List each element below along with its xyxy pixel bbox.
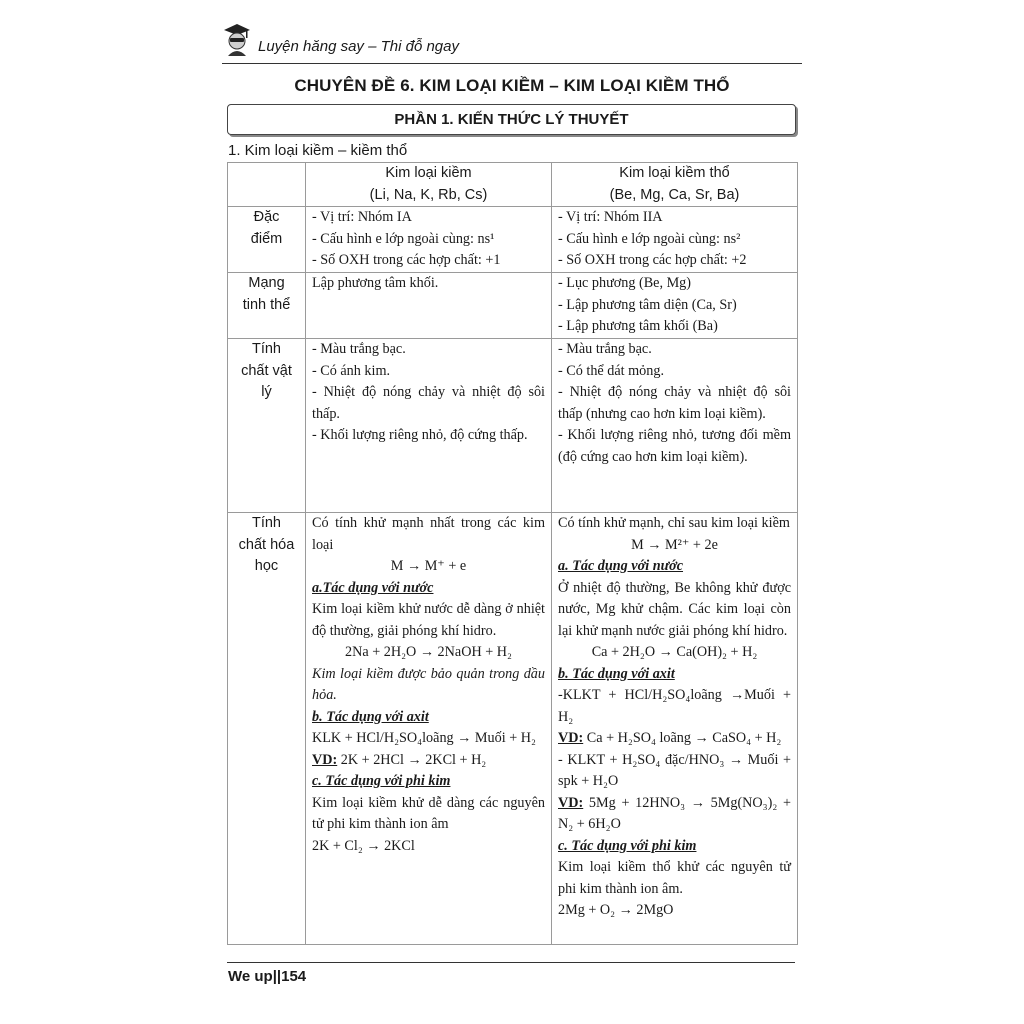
cell-line: - Khối lượng riêng nhỏ, tương đối mềm (độ cứng cao hơn kim loại kiềm). bbox=[558, 427, 791, 465]
comparison-table bbox=[227, 162, 798, 945]
row-label-line: Đặc bbox=[253, 209, 280, 225]
example-line bbox=[558, 793, 791, 836]
row-label-lattice bbox=[228, 273, 306, 339]
row-label-line: lý bbox=[261, 384, 272, 400]
chem-equation: - KLKT + H₂SO₄ đặc/HNO₃ → Muối + spk + H₂O bbox=[558, 751, 791, 789]
chem-equation: 2K + 2HCl → 2KCl + H₂ bbox=[337, 751, 487, 768]
cell-line: - Màu trắng bạc. bbox=[558, 341, 652, 357]
chem-equation: M → M⁺ + e bbox=[390, 558, 467, 574]
row-label-line: học bbox=[254, 558, 279, 574]
chapter-title: CHUYÊN ĐỀ 6. KIM LOẠI KIỀM – KIM LOẠI KIỀM THỔ bbox=[294, 76, 730, 95]
cell-line: - Lục phương (Be, Mg) bbox=[558, 275, 692, 291]
row-label-line: Tính bbox=[251, 515, 281, 531]
example-label: VD: bbox=[312, 751, 338, 768]
cell-line: - Vị trí: Nhóm IIA bbox=[558, 209, 663, 225]
alkaline-column-header bbox=[552, 163, 798, 207]
cell-line: Lập phương tâm khối. bbox=[312, 275, 439, 291]
alkali-column-header bbox=[306, 163, 552, 207]
cell-line: - Nhiệt độ nóng chảy và nhiệt độ sôi thấp. bbox=[312, 384, 545, 422]
alkaline-lattice-cell bbox=[552, 273, 798, 339]
example-line bbox=[312, 750, 545, 772]
cell-line: - Lập phương tâm diện (Ca, Sr) bbox=[558, 296, 737, 313]
chem-equation: Ca + 2H₂O → Ca(OH)₂ + H₂ bbox=[591, 644, 758, 660]
subheading-nonmetal: c. Tác dụng với phi kim bbox=[558, 837, 697, 854]
row-label-line: tinh thể bbox=[242, 296, 291, 313]
example-label: VD: bbox=[558, 794, 584, 811]
row-label-line: Mạng bbox=[248, 275, 285, 291]
table-header-row bbox=[228, 163, 798, 207]
slogan: Luyện hăng say – Thi đỗ ngay bbox=[258, 38, 459, 55]
table-row-chemical bbox=[228, 513, 798, 945]
row-label-physical bbox=[228, 339, 306, 513]
subheading-water: a. Tác dụng với nước bbox=[558, 558, 684, 574]
chem-equation: 5Mg + 12HNO₃ → 5Mg(NO₃)₂ + N₂ + 6H₂O bbox=[558, 794, 791, 832]
chem-equation: -KLKT + HCl/H₂SO₄loãng →Muối + H₂ bbox=[558, 687, 791, 725]
alkali-physical-cell bbox=[306, 339, 552, 513]
cell-line: - Vị trí: Nhóm IA bbox=[312, 209, 412, 225]
row-label-line: Tính bbox=[251, 341, 281, 357]
row-label-line: chất vật bbox=[241, 362, 292, 379]
table-row-physical bbox=[228, 339, 798, 513]
chem-equation: M → M²⁺ + 2e bbox=[631, 536, 718, 553]
page-header bbox=[222, 22, 802, 64]
table-row-lattice bbox=[228, 273, 798, 339]
example-line bbox=[558, 728, 791, 750]
alkaline-features-cell bbox=[552, 207, 798, 273]
alkali-name: Kim loại kiềm bbox=[385, 165, 472, 181]
subheading-nonmetal: c. Tác dụng với phi kim bbox=[312, 773, 451, 789]
cell-line: - Khối lượng riêng nhỏ, độ cứng thấp. bbox=[312, 427, 528, 443]
cell-line: - Cấu hình e lớp ngoài cùng: ns² bbox=[558, 230, 741, 247]
cell-line: - Cấu hình e lớp ngoài cùng: ns¹ bbox=[312, 230, 495, 247]
chem-intro: Có tính khử mạnh nhất trong các kim loại bbox=[312, 515, 545, 553]
cell-line: - Số OXH trong các hợp chất: +2 bbox=[558, 252, 747, 268]
cell-line: - Có ánh kim. bbox=[312, 362, 391, 379]
chem-equation: 2Na + 2H₂O → 2NaOH + H₂ bbox=[345, 644, 512, 660]
part-title-box: PHẦN 1. KIẾN THỨC LÝ THUYẾT bbox=[227, 104, 796, 135]
chem-text: Kim loại kiềm khử nước dễ dàng ở nhiệt độ thường, giải phóng khí hidro. bbox=[312, 601, 545, 639]
chem-note: Kim loại kiềm được bảo quản trong dầu hỏa. bbox=[312, 665, 545, 703]
page-footer: We up||154 bbox=[228, 968, 307, 985]
chem-text: Kim loại kiềm thổ khử các nguyên tử phi kim thành ion âm. bbox=[558, 859, 791, 897]
row-label-line: điểm bbox=[250, 230, 283, 247]
table-row-features bbox=[228, 207, 798, 273]
alkali-features-cell bbox=[306, 207, 552, 273]
chem-equation: Ca + H₂SO₄ loãng → CaSO₄ + H₂ bbox=[583, 730, 782, 746]
section-heading: 1. Kim loại kiềm – kiềm thổ bbox=[228, 142, 408, 159]
row-label-features bbox=[228, 207, 306, 273]
graduate-mascot-icon bbox=[222, 22, 252, 56]
example-label: VD: bbox=[558, 730, 584, 746]
chem-equation: 2Mg + O₂ → 2MgO bbox=[558, 902, 674, 918]
cell-line: - Nhiệt độ nóng chảy và nhiệt độ sôi thấp (nhưng cao hơn kim loại kiềm). bbox=[558, 384, 791, 422]
subheading-acid: b. Tác dụng với axit bbox=[558, 665, 675, 682]
alkaline-name: Kim loại kiềm thổ bbox=[619, 165, 730, 181]
chem-equation: KLK + HCl/H₂SO₄loãng → Muối + H₂ bbox=[312, 730, 536, 746]
subheading-water: a.Tác dụng với nước bbox=[312, 579, 434, 596]
row-label-line: chất hóa bbox=[238, 536, 295, 553]
alkaline-chemical-cell bbox=[552, 513, 798, 945]
alkaline-elements: (Be, Mg, Ca, Sr, Ba) bbox=[609, 186, 740, 203]
alkaline-physical-cell bbox=[552, 339, 798, 513]
alkali-elements: (Li, Na, K, Rb, Cs) bbox=[369, 186, 488, 203]
cell-line: - Lập phương tâm khối (Ba) bbox=[558, 318, 718, 334]
cell-line: - Màu trắng bạc. bbox=[312, 341, 406, 357]
chem-intro: Có tính khử mạnh, chỉ sau kim loại kiềm bbox=[558, 515, 790, 531]
row-label-chemical bbox=[228, 513, 306, 945]
chem-text: Kim loại kiềm khử dễ dàng các nguyên tử phi kim thành ion âm bbox=[312, 794, 545, 832]
cell-line: - Số OXH trong các hợp chất: +1 bbox=[312, 252, 501, 268]
chem-equation: 2K + Cl₂ → 2KCl bbox=[312, 837, 415, 854]
subheading-acid: b. Tác dụng với axit bbox=[312, 708, 429, 725]
empty-corner-cell bbox=[228, 163, 306, 207]
alkali-chemical-cell bbox=[306, 513, 552, 945]
alkali-lattice-cell bbox=[306, 273, 552, 339]
footer-divider bbox=[227, 962, 795, 963]
chem-text: Ở nhiệt độ thường, Be không khử được nước, Mg khử chậm. Các kim loại còn lại khử mạnh nước giải phóng khí hidro. bbox=[558, 579, 791, 639]
cell-line: - Có thể dát mỏng. bbox=[558, 362, 664, 379]
